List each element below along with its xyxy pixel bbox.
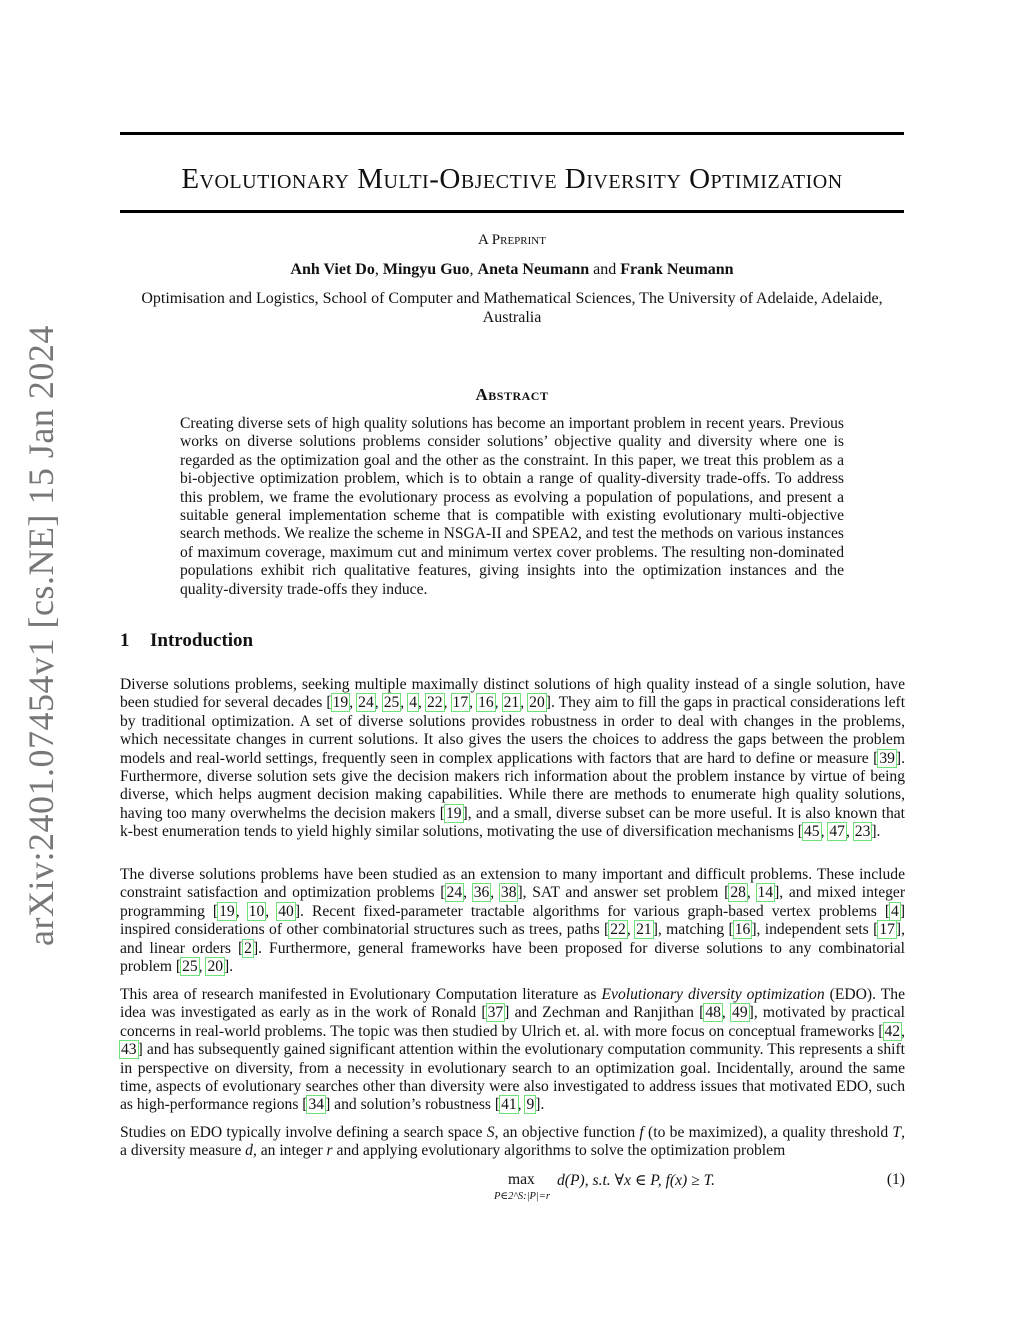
body-paragraph: This area of research manifested in Evolutionary Computation literature as Evolutionary diversity optimization (EDO). The idea was investigated as early as in the work of Ronald [37] and Zechman and Ranjithan [48, 49], motivated by practical concerns in real-world problems. The topic was then studied by Ulrich et. al. with more focus on conceptual frameworks [42, 43] and has subsequently gained significant attention within the evolutionary computation community. This represents a shift in perspective on diversity, from a necessity in evolutionary search to an optimization goal. Incidentally, around the same time, aspects of evolutionary searches other than diversity were also investigated to address issues that motivated EDO, such as high-performance regions [34] and solution’s robustness [41, 9]. xyxy=(120,986,905,1114)
citation-link[interactable]: 24 xyxy=(446,884,463,902)
section-number: 1 xyxy=(120,630,130,651)
equation-number: (1) xyxy=(886,1171,905,1188)
body-paragraph: The diverse solutions problems have been studied as an extension to many important and difficult problems. These include constraint satisfaction and optimization problems [24, 36, 38], SAT and answer set problem [28, 14], and mixed integer programming [19, 10, 40]. Recent fixed-parameter tractable algorithms for various graph-based vertex problems [4] inspired considerations of other combinatorial structures such as trees, paths [22, 21], matching [16], independent sets [17], and linear orders [2]. Furthermore, general frameworks have been proposed for diverse solutions to any combinatorial problem [25, 20]. xyxy=(120,866,906,976)
italic-text: Evolutionary diversity optimization xyxy=(601,986,825,1003)
citation-link[interactable]: 25 xyxy=(383,694,400,712)
citation-link[interactable]: 40 xyxy=(278,902,294,920)
abstract-body: Creating diverse sets of high quality solutions has become an important problem in recent years. Previous works on diverse solutions problems consider solutions’ objective quality and diversity where one is regarded as the optimization goal and the other as the constraint. In this paper, we treat this problem as a bi-objective optimization problem, which is to obtain a range of quality-diversity trade-offs. To address this problem, we frame the evolutionary process as evolving a population of populations, and present a suitable general implementation scheme that is compatible with existing evolutionary multi-objective search methods. We realize the scheme in NSGA-II and SPEA2, and test the methods on various instances of maximum coverage, maximum cut and minimum vertex cover problems. The resulting non-dominated populations exhibit rich qualitative features, giving insights into the optimization instances and the quality-diversity trade-offs they induce. xyxy=(180,415,844,598)
citation-link[interactable]: 42 xyxy=(884,1022,901,1040)
citation-link[interactable]: 20 xyxy=(529,694,545,712)
citation-link[interactable]: 4 xyxy=(891,902,899,920)
equation-subscript: P∈2^S:|P|=r xyxy=(494,1191,550,1202)
citation-link[interactable]: 37 xyxy=(487,1004,504,1022)
citation-link[interactable]: 21 xyxy=(503,694,520,712)
citation-link[interactable]: 22 xyxy=(610,921,626,939)
citation-link[interactable]: 21 xyxy=(636,921,652,939)
citation-link[interactable]: 20 xyxy=(207,958,224,976)
italic-text: T xyxy=(892,1124,902,1141)
abstract-heading: Abstract xyxy=(475,385,549,404)
italic-text: S xyxy=(486,1124,495,1141)
citation-link[interactable]: 4 xyxy=(409,694,418,712)
citation-link[interactable]: 49 xyxy=(732,1004,748,1022)
citation-link[interactable]: 16 xyxy=(478,694,494,712)
citation-link[interactable]: 45 xyxy=(803,823,820,841)
body-paragraph: Studies on EDO typically involve defining a search space S, an objective function f (to be maximized), a quality threshold T, a diversity measure d, an integer r and applying evolutionary algorithms to solve the optimization problem xyxy=(120,1124,905,1160)
equation-expression: d(P), s.t. ∀x ∈ P, f(x) ≥ T. xyxy=(557,1172,715,1189)
author-list xyxy=(120,261,904,279)
citation-link[interactable]: 24 xyxy=(358,694,374,712)
author-separator: , xyxy=(374,261,383,278)
title-bottom-rule xyxy=(120,210,904,213)
citation-link[interactable]: 17 xyxy=(879,921,895,939)
author-and: and xyxy=(593,261,617,278)
citation-link[interactable]: 25 xyxy=(182,958,198,976)
author-name: Anh Viet Do xyxy=(290,261,375,278)
citation-link[interactable]: 48 xyxy=(705,1004,721,1022)
arxiv-side-stamp: arXiv:2401.07454v1 [cs.NE] 15 Jan 2024 xyxy=(21,325,61,946)
paper-title: Evolutionary Multi-Objective Diversity Optimization xyxy=(181,163,843,195)
citation-link[interactable]: 36 xyxy=(473,884,490,902)
section-heading xyxy=(120,630,253,652)
title-top-rule xyxy=(120,132,904,135)
citation-link[interactable]: 16 xyxy=(734,921,751,939)
citation-link[interactable]: 19 xyxy=(219,902,235,920)
citation-link[interactable]: 19 xyxy=(445,804,462,822)
italic-text: r xyxy=(326,1142,333,1160)
equation xyxy=(120,1166,905,1210)
author-separator: , xyxy=(469,261,478,278)
citation-link[interactable]: 23 xyxy=(854,823,871,841)
citation-link[interactable]: 14 xyxy=(757,884,774,902)
citation-link[interactable]: 22 xyxy=(426,694,443,712)
citation-link[interactable]: 28 xyxy=(730,884,746,902)
citation-link[interactable]: 2 xyxy=(244,939,252,957)
citation-link[interactable]: 19 xyxy=(332,694,349,712)
author-name: Aneta Neumann xyxy=(477,261,590,278)
preprint-label: A Preprint xyxy=(478,232,546,248)
citation-link[interactable]: 47 xyxy=(829,823,845,841)
italic-text: f xyxy=(639,1124,644,1141)
citation-link[interactable]: 9 xyxy=(526,1096,535,1114)
citation-link[interactable]: 43 xyxy=(121,1041,137,1059)
citation-link[interactable]: 38 xyxy=(500,884,517,902)
author-name: Mingyu Guo xyxy=(382,261,470,278)
body-paragraph: Diverse solutions problems, seeking multiple maximally distinct solutions of high quality instead of a single solution, have been studied for several decades [19, 24, 25, 4, 22, 17, 16, 21, 20]. They aim to fill the gaps in practical considerations left by traditional optimization. A set of diverse solutions provides robustness in order to deal with changes in the problems, which necessitate changes in current solutions. It also gives the users the choices to address the gaps between the problem models and real-world settings, frequently seen in complex applications with factors that are hard to define or measure [39]. Furthermore, diverse solution sets give the decision makers rich information about the problem instance by virtue of being diverse, which helps augment decision making capabilities. While there are methods to enumerate high quality solutions, having too many overwhelms the decision makers [19], and a small, diverse subset can be more useful. It is also known that k-best enumeration tends to yield highly similar solutions, motivating the use of diversification mechanisms [45, 47, 23]. xyxy=(120,676,906,841)
affiliation: Optimisation and Logistics, School of Computer and Mathematical Sciences, The University of Adelaide, Adelaide, Australia xyxy=(141,290,883,326)
citation-link[interactable]: 34 xyxy=(308,1096,325,1114)
equation-operator: max xyxy=(508,1171,535,1188)
author-name: Frank Neumann xyxy=(620,261,734,278)
citation-link[interactable]: 39 xyxy=(879,749,895,767)
italic-text: d xyxy=(245,1142,253,1160)
citation-link[interactable]: 41 xyxy=(501,1096,517,1114)
citation-link[interactable]: 17 xyxy=(452,694,469,712)
section-title: Introduction xyxy=(150,630,254,651)
citation-link[interactable]: 10 xyxy=(248,902,265,920)
